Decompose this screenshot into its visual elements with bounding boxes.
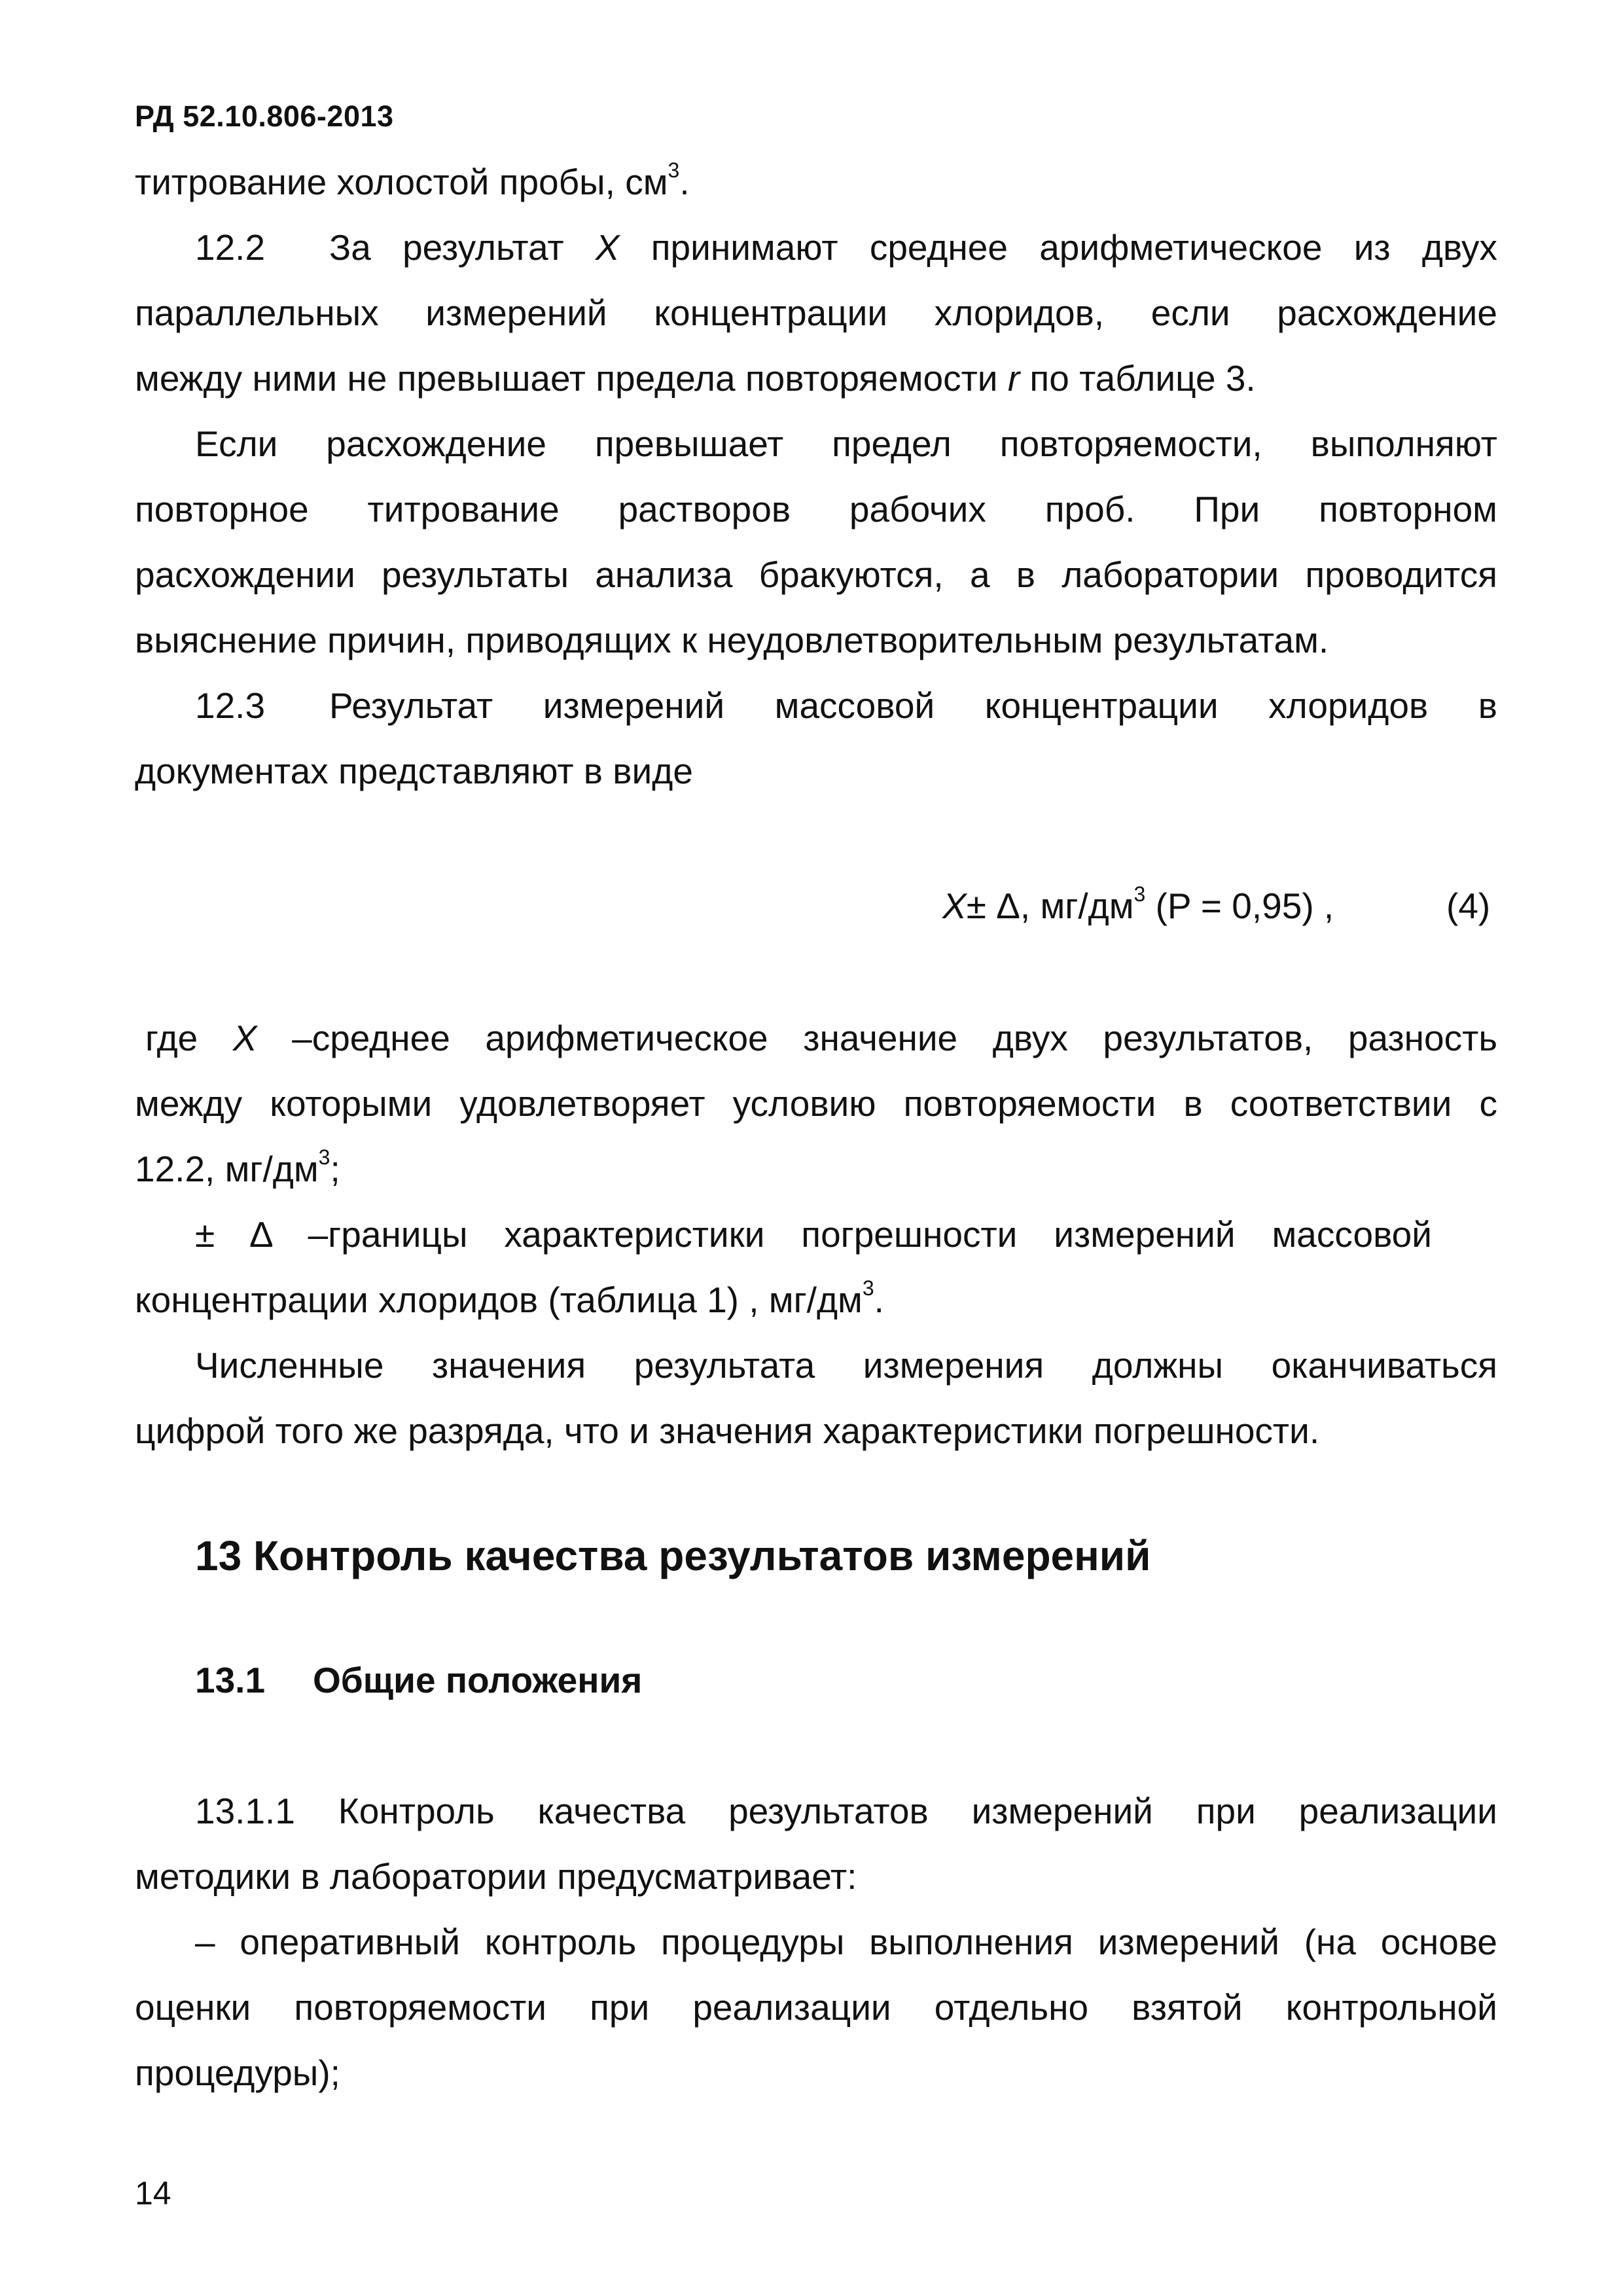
text-line: документах представляют в виде bbox=[135, 751, 693, 791]
clause-13-1-1-line: 13.1.1 Контроль качества результатов измерений при реализации bbox=[195, 1791, 1497, 1831]
text-line: методики в лаборатории предусматривает: bbox=[135, 1856, 857, 1897]
text-line: 12.2, $мг/дм^3$; bbox=[135, 1145, 340, 1189]
text-line: ± Δ –границы характеристики погрешности измерений массовой bbox=[195, 1214, 1432, 1255]
text-line: титрование холостой пробы, $см^3$. bbox=[135, 158, 690, 202]
text-line: цифрой того же разряда, что и значения характеристики погрешности. bbox=[135, 1410, 1320, 1451]
page-number: 14 bbox=[135, 2175, 171, 2212]
text-line: концентрации хлоридов (таблица 1) , $мг/дм^3$. bbox=[135, 1276, 884, 1320]
section-heading-13: 13 Контроль качества результатов измерений bbox=[195, 1532, 1151, 1579]
text-line: где X –среднее арифметическое значение двух результатов, разность bbox=[145, 1018, 1497, 1058]
text-line: выяснение причин, приводящих к неудовлетворительным результатам. bbox=[135, 620, 1329, 660]
text-line: процедуры); bbox=[135, 2053, 340, 2093]
subsection-heading-13-1: 13.1 Общие положения bbox=[195, 1660, 643, 1700]
clause-12-3-line: 12.3 Результат измерений массовой концентрации хлоридов в bbox=[195, 685, 1497, 726]
clause-12-2-line: 12.2 За результат X принимают среднее арифметическое из двух bbox=[195, 227, 1498, 268]
clause-number: 12.2 bbox=[195, 227, 266, 268]
text-line: между которыми удовлетворяет условию повторяемости в соответствии с bbox=[135, 1083, 1497, 1124]
text-line: Если расхождение превышает предел повторяемости, выполняют bbox=[195, 423, 1497, 464]
text-line: параллельных измерений концентрации хлоридов, если расхождение bbox=[135, 293, 1497, 333]
document-code-header: РД 52.10.806-2013 bbox=[135, 99, 394, 133]
clause-number: 12.3 bbox=[195, 685, 266, 726]
text-line: – оперативный контроль процедуры выполнения измерений (на основе bbox=[195, 1922, 1497, 1962]
text-line: повторное титрование растворов рабочих проб. При повторном bbox=[135, 489, 1497, 529]
text-line: расхождении результаты анализа бракуются, а в лаборатории проводится bbox=[135, 554, 1497, 595]
formula-number: (4) bbox=[1446, 886, 1491, 926]
text-line: между ними не превышает предела повторяемости r по таблице 3. bbox=[135, 358, 1256, 399]
text-line: Численные значения результата измерения должны оканчиваться bbox=[195, 1345, 1497, 1386]
formula-expression: X± Δ, $мг/дм^3$ (P = 0,95) , bbox=[942, 882, 1334, 926]
text-line: оценки повторяемости при реализации отдельно взятой контрольной bbox=[135, 1987, 1497, 2028]
